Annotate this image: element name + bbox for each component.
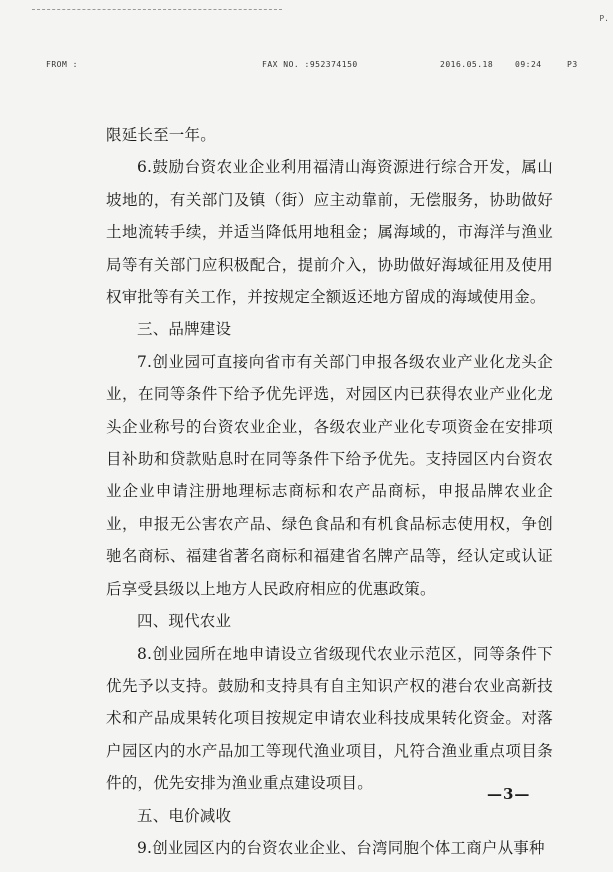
section-heading-5: 五、电价减收	[137, 806, 232, 825]
fax-number: FAX NO. :952374150	[262, 60, 358, 69]
page-number: —3—	[487, 785, 531, 803]
paragraph-item-6: 6.鼓励台资农业企业利用福清山海资源进行综合开发，属山坡地的，有关部门及镇（街）应主动靠前，无偿服务，协助做好土地流转手续，并适当降低用地租金；属海域的，市海洋与渔业局等有关部门应积极配合，提前介入，协助做好海域征用及使用权审批等有关工作，并按规定全额返还地方留成的海域使用金。	[106, 158, 553, 307]
paragraph-item-7: 7.创业园可直接向省市有关部门申报各级农业产业化龙头企业，在同等条件下给予优先评选，对园区内已获得农业产业化龙头企业称号的台资农业企业，各级农业产业化专项资金在安排项目补助和贷款贴息时在同等条件下给予优先。支持园区内台资农业企业申请注册地理标志商标和农产品商标，申报品牌农业企业，申报无公害农产品、绿色食品和有机食品标志使用权，争创驰名商标、福建省著名商标和福建省名牌产品等，经认定或认证后享受县级以上地方人民政府相应的优惠政策。	[106, 352, 553, 598]
corner-mark: P.	[599, 14, 609, 23]
paragraph-item-8: 8.创业园所在地申请设立省级现代农业示范区，同等条件下优先予以支持。鼓励和支持具有自主知识产权的港台农业高新技术和产品成果转化项目按规定申请农业科技成果转化资金。对落户园区内的水产品加工等现代渔业项目，凡符合渔业重点项目条件的，优先安排为渔业重点建设项目。	[106, 644, 553, 793]
fax-time: 09:24	[515, 60, 542, 69]
section-heading-3: 三、品牌建设	[137, 320, 232, 339]
fax-page-number: P3	[567, 60, 578, 69]
fax-date: 2016.05.18	[440, 60, 494, 69]
paragraph-continuation: 限延长至一年。	[106, 126, 216, 144]
fax-from: FROM :	[46, 60, 78, 69]
section-heading-4: 四、现代农业	[137, 612, 232, 631]
paragraph-item-9: 9.创业园区内的台资农业企业、台湾同胞个体工商户从事种	[137, 838, 545, 857]
top-dashed-line	[32, 9, 282, 10]
document-body	[106, 119, 553, 864]
fax-header	[0, 60, 613, 74]
